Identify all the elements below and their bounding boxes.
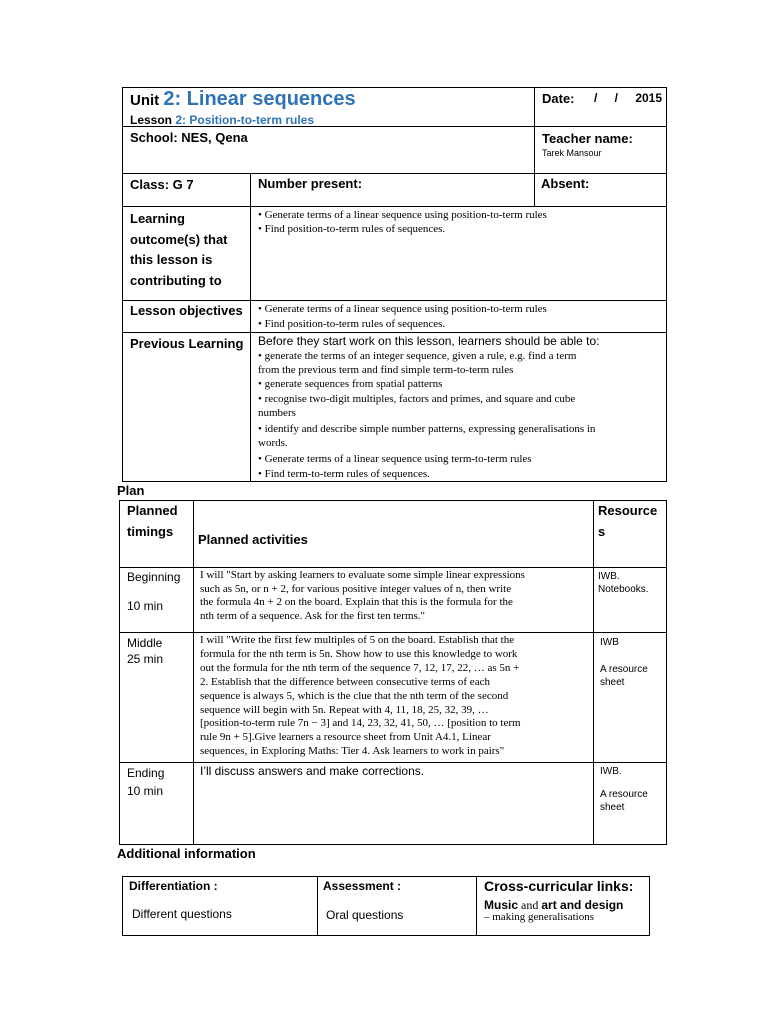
row-divider bbox=[122, 332, 667, 333]
list-item: • Generate terms of a linear sequence using position-to-term rules bbox=[258, 209, 547, 221]
planned-timings-header: Planned timings bbox=[127, 503, 178, 539]
row-divider bbox=[119, 632, 667, 633]
cross-curricular-label: Cross-curricular links: bbox=[484, 878, 634, 894]
teacher-label: Teacher name: bbox=[542, 131, 633, 146]
row-divider bbox=[122, 300, 667, 301]
cross-curricular-subjects: Music and art and design bbox=[484, 898, 624, 912]
list-item: • Find term-to-term rules of sequences. bbox=[258, 467, 430, 480]
row-divider bbox=[122, 206, 667, 207]
time-middle: Middle 25 min bbox=[127, 636, 164, 666]
list-item: • Generate terms of a linear sequence using position-to-term rules bbox=[258, 303, 547, 315]
resources-beginning: IWB. Notebooks. bbox=[598, 571, 649, 595]
date-value: / / 2015 bbox=[594, 91, 663, 105]
activity-ending: I’ll discuss answers and make corrections. bbox=[200, 764, 425, 778]
resources-ending: IWB. A resource sheet bbox=[600, 766, 648, 813]
learning-outcomes-list bbox=[258, 208, 547, 236]
learning-outcomes-label: Learning outcome(s) that this lesson is contributing to bbox=[130, 211, 228, 288]
row-divider bbox=[122, 173, 667, 174]
planned-activities-header: Planned activities bbox=[198, 532, 308, 547]
list-item: • generate sequences from spatial patterns bbox=[258, 378, 443, 391]
absent-label: Absent: bbox=[541, 176, 590, 191]
col-divider bbox=[476, 876, 477, 936]
time-beginning: Beginning 10 min bbox=[127, 570, 181, 613]
previous-learning-list bbox=[258, 349, 595, 481]
col-divider bbox=[534, 87, 535, 206]
class-label: Class: G 7 bbox=[130, 177, 194, 192]
cross-curricular-note: – making generalisations bbox=[484, 911, 594, 923]
list-item: from the previous term and find simple term-to-term rules bbox=[258, 364, 514, 377]
differentiation-value: Different questions bbox=[132, 907, 232, 921]
time-ending: Ending 10 min bbox=[127, 766, 165, 798]
resources-header: Resource s bbox=[598, 503, 658, 539]
school-name: School: NES, Qena bbox=[130, 130, 248, 145]
plan-heading: Plan bbox=[117, 483, 145, 498]
col-divider bbox=[593, 500, 594, 845]
col-divider bbox=[193, 500, 194, 845]
col-divider bbox=[317, 876, 318, 936]
teacher-name: Tarek Mansour bbox=[542, 148, 602, 158]
col-divider bbox=[250, 173, 251, 482]
list-item: • generate the terms of an integer sequence, given a rule, e.g. find a term bbox=[258, 350, 577, 362]
lesson-objectives-label: Lesson objectives bbox=[130, 303, 243, 318]
previous-learning-intro: Before they start work on this lesson, learners should be able to: bbox=[258, 334, 600, 348]
date-label: Date: bbox=[542, 91, 575, 106]
lesson-title: Lesson 2: Position-to-term rules bbox=[130, 113, 315, 127]
list-item: numbers bbox=[258, 406, 296, 419]
activity-beginning: I will "Start by asking learners to evaluate some simple linear expressions such as 5n, or n + 2, for various positive integer values of n, then write the formula 4n + 2 on the board. Explain that this is the formula for the nth term of a sequence. Ask for the first ten terms." bbox=[200, 569, 525, 622]
list-item: words. bbox=[258, 437, 288, 450]
list-item: • Find position-to-term rules of sequences. bbox=[258, 317, 446, 330]
assessment-value: Oral questions bbox=[326, 908, 404, 922]
list-item: • identify and describe simple number patterns, expressing generalisations in bbox=[258, 423, 596, 436]
differentiation-label: Differentiation : bbox=[129, 879, 218, 893]
row-divider bbox=[119, 762, 667, 763]
list-item: • recognise two-digit multiples, factors and primes, and square and cube bbox=[258, 392, 576, 405]
list-item: • Generate terms of a linear sequence using term-to-term rules bbox=[258, 453, 532, 466]
previous-learning-label: Previous Learning bbox=[130, 336, 244, 351]
activity-middle: I will "Write the first few multiples of 5 on the board. Establish that the formula for the nth term is 5n. Show how to use this knowledge to work out the formula for the nth term of the sequence 7, 12, 17, 22, … as 5n + 2. Establish that the difference between consecutive terms of each sequence is always 5, which is the clue that the nth term of the second sequence will begin with 5n. Repeat with 4, 11, 18, 25, 32, 39, … [position-to-term rule 7n − 3] and 14, 23, 32, 41, 50, … [position to term rule 9n + 5].Give learners a resource sheet from Unit A4.1, Linear sequences, in Exploring Maths: Tier 4. Ask learners to work in pairs" bbox=[200, 634, 521, 758]
resources-middle: IWB A resource sheet bbox=[600, 637, 648, 688]
number-present-label: Number present: bbox=[258, 176, 363, 191]
row-divider bbox=[119, 567, 667, 568]
additional-info-heading: Additional information bbox=[117, 846, 256, 861]
list-item: • Find position-to-term rules of sequences. bbox=[258, 223, 446, 235]
unit-title: Unit 2: Linear sequences bbox=[130, 88, 356, 110]
assessment-label: Assessment : bbox=[323, 879, 402, 893]
lesson-objectives-list bbox=[258, 302, 547, 331]
